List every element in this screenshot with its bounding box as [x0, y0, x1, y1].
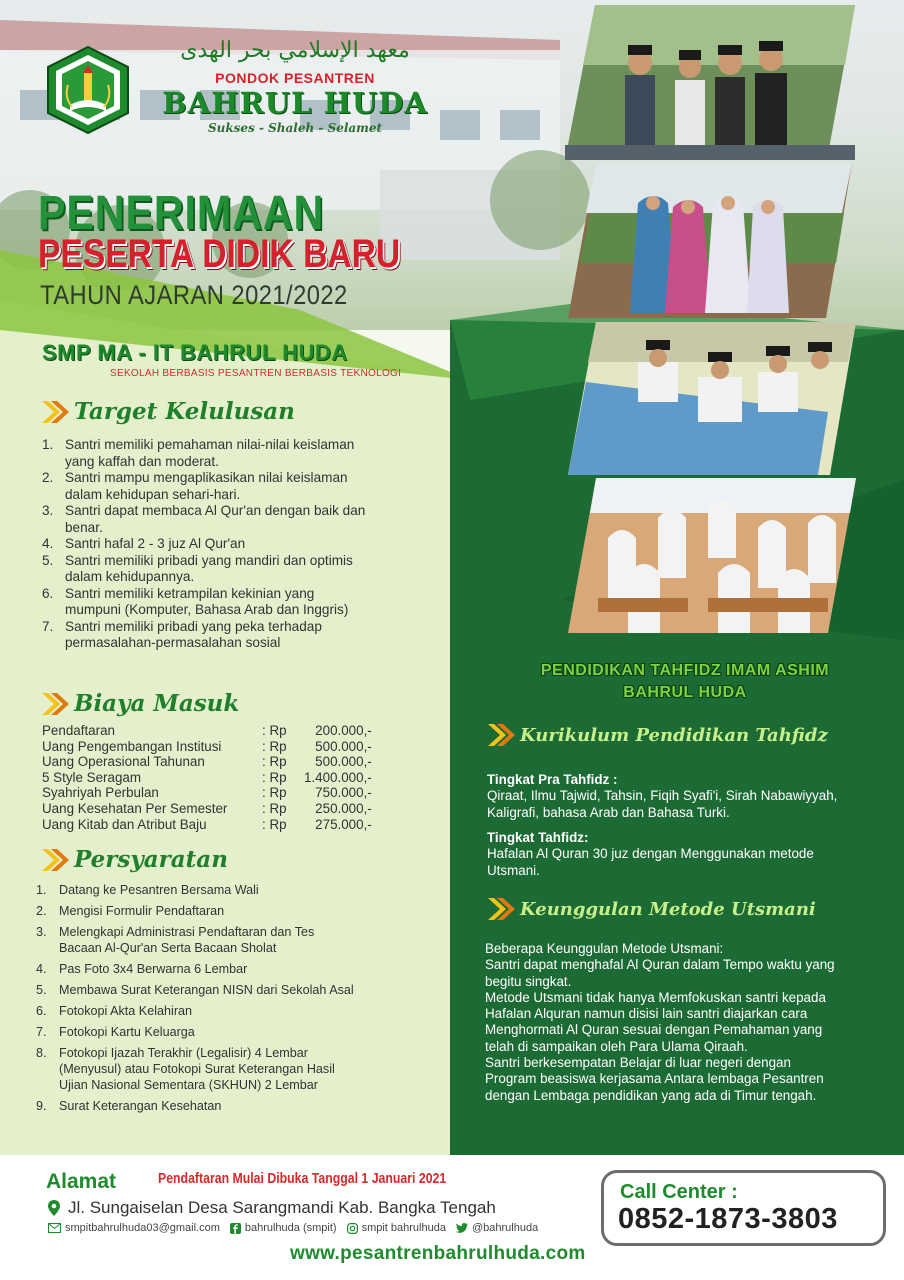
list-number: 4.: [36, 962, 47, 976]
school-name: SMP MA - IT BAHRUL HUDA: [42, 340, 348, 365]
fee-label: Uang Operasional Tahunan: [42, 754, 205, 770]
list-item: [36, 1003, 356, 1019]
headline-tahun-ajaran: TAHUN AJARAN 2021/2022: [40, 280, 348, 310]
tahfidz-title: [470, 660, 900, 704]
list-text: Fotokopi Kartu Keluarga: [59, 1025, 195, 1039]
arabic-name: معهد الإسلامي بحر الهدى: [180, 38, 410, 63]
fee-label: 5 Style Seragam: [42, 769, 141, 785]
list-item: [36, 903, 356, 919]
list-item: [36, 1024, 356, 1040]
chevron-right-icon: [40, 399, 70, 425]
fee-amount: 500.000,-: [315, 738, 372, 754]
pra-tahfidz-block: [487, 772, 887, 821]
tahfidz-block: [487, 830, 867, 879]
list-item: [42, 619, 372, 652]
tahfidz-title-line2: BAHRUL HUDA: [623, 684, 747, 701]
fee-amount: 1.400.000,-: [304, 769, 372, 785]
fees-table: [42, 723, 372, 832]
instagram-icon: [347, 1223, 358, 1234]
list-number: 7.: [42, 618, 54, 634]
list-number: 9.: [36, 1099, 47, 1113]
fee-label: Pendaftaran: [42, 723, 115, 738]
list-number: 6.: [42, 585, 54, 601]
tahfidz-title-line1: PENDIDIKAN TAHFIDZ IMAM ASHIM: [540, 662, 830, 679]
fee-amount: 275.000,-: [315, 816, 372, 832]
school-subtitle: SEKOLAH BERBASIS PESANTREN BERBASIS TEKNOLOGI: [110, 368, 402, 379]
list-item: [36, 882, 356, 898]
fee-currency: : Rp: [262, 816, 287, 832]
photo-santri-girls: [568, 163, 852, 318]
list-item: [36, 1098, 356, 1114]
fee-row: [42, 770, 372, 786]
persyaratan-heading: [40, 846, 228, 873]
list-item: [42, 586, 372, 619]
fee-row: [42, 723, 372, 739]
keunggulan-paragraph: Metode Utsmani tidak hanya Memfokuskan santri kepada Hafalan Alquran namun disisi lain santri diajarkan cara Menghormati Al Quran sesuai dengan Pemahaman yang telah di sampaikan oleh Para Ulama Qiraah.: [485, 989, 826, 1054]
fee-label: Uang Pengembangan Institusi: [42, 738, 222, 754]
list-number: 2.: [42, 470, 54, 485]
kurikulum-title: Kurikulum Pendidikan Tahfidz: [520, 724, 828, 746]
list-text: Mengisi Formulir Pendaftaran: [59, 904, 225, 918]
keunggulan-heading: [486, 896, 816, 922]
call-center-number[interactable]: 0852-1873-3803: [618, 1203, 838, 1235]
fee-row: [42, 754, 372, 770]
email-icon: [48, 1223, 61, 1233]
fee-currency: : Rp: [262, 785, 287, 801]
list-text: Melengkapi Administrasi Pendaftaran dan Tes Bacaan Al-Qur'an Serta Bacaan Sholat: [59, 925, 315, 955]
list-number: 6.: [36, 1004, 47, 1018]
list-number: 8.: [36, 1046, 47, 1060]
list-text: Santri hafal 2 - 3 juz Al Qur'an: [65, 536, 246, 551]
list-number: 3.: [42, 503, 54, 518]
fee-label: Uang Kesehatan Per Semester: [42, 800, 228, 816]
list-number: 5.: [36, 983, 47, 997]
list-number: 1.: [36, 883, 47, 897]
biaya-title: Biaya Masuk: [74, 690, 240, 717]
photo-santri-boys: [565, 5, 855, 160]
list-text: Fotokopi Ijazah Terakhir (Legalisir) 4 Lembar (Menyusul) atau Fotokopi Surat Keterangan Hasil Ujian Nasional Sementara (SKHUN) 2 Lembar: [59, 1046, 335, 1092]
email-link[interactable]: smpitbahrulhuda03@gmail.com: [65, 1222, 220, 1234]
list-item: [36, 961, 356, 977]
fee-row: [42, 801, 372, 817]
list-text: Surat Keterangan Kesehatan: [59, 1099, 222, 1113]
photo-classroom-girls: [568, 478, 856, 633]
tahfidz-text: Hafalan Al Quran 30 juz dengan Menggunakan metode Utsmani.: [487, 846, 814, 878]
tagline: Sukses - Shaleh - Selamet: [207, 121, 383, 135]
list-text: Santri dapat membaca Al Qur'an dengan baik dan benar.: [65, 503, 366, 535]
fee-amount: 500.000,-: [315, 754, 372, 770]
list-text: Santri memiliki pribadi yang mandiri dan optimis dalam kehidupannya.: [65, 552, 353, 584]
list-item: [36, 924, 356, 956]
pondok-label: PONDOK PESANTREN: [215, 70, 375, 86]
list-text: Santri mampu mengaplikasikan nilai keislaman dalam kehidupan sehari-hari.: [65, 470, 348, 502]
keunggulan-paragraph: Santri dapat menghafal Al Quran dalam Tempo waktu yang begitu singkat.: [485, 957, 835, 989]
fee-row: [42, 817, 372, 833]
fee-currency: : Rp: [262, 723, 287, 738]
list-text: Fotokopi Akta Kelahiran: [59, 1004, 193, 1018]
list-text: Santri memiliki pemahaman nilai-nilai keislaman yang kaffah dan moderat.: [65, 437, 355, 469]
call-center-label: Call Center :: [620, 1181, 738, 1203]
fee-row: [42, 785, 372, 801]
list-number: 4.: [42, 536, 54, 551]
fee-amount: 250.000,-: [315, 800, 372, 816]
alamat-label: Alamat: [46, 1170, 117, 1193]
registration-notice: Pendaftaran Mulai Dibuka Tanggal 1 Januari 2021: [158, 1170, 447, 1187]
list-number: 5.: [42, 552, 54, 568]
headline-penerimaan: PENERIMAAN: [38, 187, 325, 240]
target-list: [42, 437, 372, 652]
target-heading: [40, 398, 295, 425]
keunggulan-paragraph: Beberapa Keunggulan Metode Utsmani:: [485, 941, 724, 956]
list-number: 2.: [36, 904, 47, 918]
twitter-icon: [456, 1223, 468, 1233]
keunggulan-title: Keunggulan Metode Utsmani: [520, 898, 816, 920]
keunggulan-paragraph: Santri berkesempatan Belajar di luar negeri dengan Program beasiswa kerjasama Antara lembaga Pesantren dengan Lembaga pendidikan yang ada di Timur tengah.: [485, 1055, 824, 1103]
brand-name: BAHRUL HUDA: [162, 86, 428, 120]
facebook-icon: [230, 1223, 241, 1234]
twitter-link[interactable]: @bahrulhuda: [471, 1222, 539, 1234]
fee-currency: : Rp: [262, 738, 287, 754]
list-item: [42, 470, 372, 503]
chevron-right-icon: [486, 896, 516, 922]
fee-amount: 750.000,-: [315, 785, 372, 801]
address: [48, 1198, 496, 1218]
fee-label: Syahriyah Perbulan: [42, 785, 159, 801]
fee-label: Uang Kitab dan Atribut Baju: [42, 816, 207, 832]
persyaratan-title: Persyaratan: [74, 846, 228, 873]
social-links: [48, 1222, 538, 1234]
list-item: [42, 536, 372, 553]
target-title: Target Kelulusan: [74, 398, 295, 425]
list-item: [42, 553, 372, 586]
fee-currency: : Rp: [262, 769, 287, 785]
fee-row: [42, 739, 372, 755]
photo-classroom-boys: [568, 322, 856, 475]
kurikulum-heading: [486, 722, 828, 748]
list-number: 7.: [36, 1025, 47, 1039]
pra-tahfidz-text: Qiraat, Ilmu Tajwid, Tahsin, Fiqih Syafi'i, Sirah Nabawiyyah, Kaligrafi, bahasa Arab dan Bahasa Turki.: [487, 788, 838, 820]
list-text: Santri memiliki ketrampilan kekinian yang mumpuni (Komputer, Bahasa Arab dan Inggris): [65, 585, 349, 617]
chevron-right-icon: [486, 722, 516, 748]
address-text: Jl. Sungaiselan Desa Sarangmandi Kab. Bangka Tengah: [68, 1198, 496, 1217]
fee-amount: 200.000,-: [315, 723, 372, 738]
list-item: [36, 982, 356, 998]
list-text: Pas Foto 3x4 Berwarna 6 Lembar: [59, 962, 248, 976]
biaya-heading: [40, 690, 239, 717]
pra-tahfidz-label: Tingkat Pra Tahfidz :: [487, 772, 618, 787]
list-number: 3.: [36, 925, 47, 939]
fee-currency: : Rp: [262, 754, 287, 770]
list-text: Membawa Surat Keterangan NISN dari Sekolah Asal: [59, 983, 354, 997]
list-text: Datang ke Pesantren Bersama Wali: [59, 883, 259, 897]
chevron-right-icon: [40, 691, 70, 717]
list-number: 1.: [42, 437, 54, 452]
keunggulan-text: [485, 941, 835, 1104]
headline-peserta: PESERTA DIDIK BARU: [38, 232, 401, 276]
instagram-link[interactable]: smpit bahrulhuda: [361, 1222, 446, 1234]
chevron-right-icon: [40, 847, 70, 873]
persyaratan-list: [36, 882, 356, 1119]
list-item: [42, 503, 372, 536]
list-item: [36, 1045, 356, 1093]
list-item: [42, 437, 372, 470]
website-link[interactable]: www.pesantrenbahrulhuda.com: [290, 1243, 586, 1264]
location-pin-icon: [48, 1200, 60, 1216]
fee-currency: : Rp: [262, 800, 287, 816]
list-text: Santri memiliki pribadi yang peka terhadap permasalahan-permasalahan sosial: [65, 618, 322, 650]
tahfidz-label: Tingkat Tahfidz:: [487, 830, 589, 845]
facebook-link[interactable]: bahrulhuda (smpit): [244, 1222, 337, 1234]
pesantren-logo: [40, 45, 136, 135]
